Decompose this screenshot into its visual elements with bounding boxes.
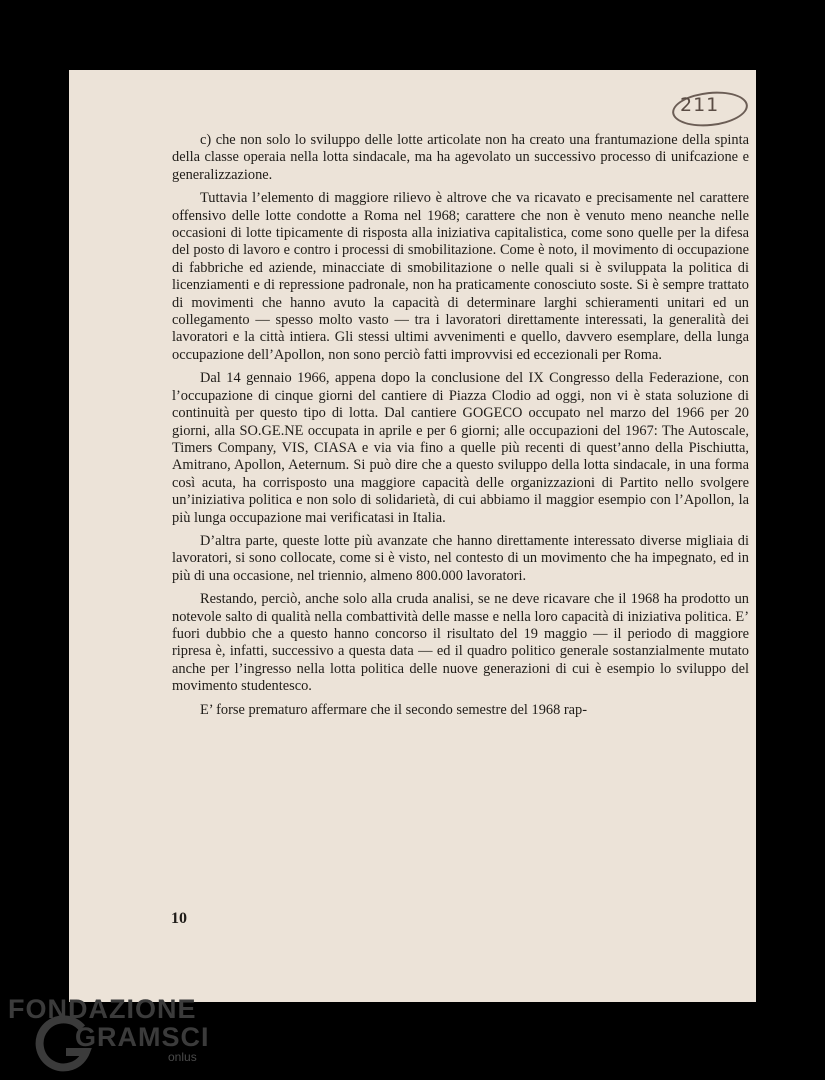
paragraph: D’altra parte, queste lotte più avanzate che hanno direttamente interessato diverse migliaia di lavoratori, si sono collocate, come si è visto, nel contesto di un movimento che ha impegnato, ed in più di una occasione, nel triennio, almeno 800.000 lavoratori.: [172, 532, 749, 584]
logo-text-gramsci: GRAMSCI: [75, 1022, 210, 1052]
body-text: [172, 132, 749, 725]
paragraph: Tuttavia l’elemento di maggiore rilievo è altrove che va ricavato e precisamente nel carattere offensivo delle lotte condotte a Roma nel 1968; carattere che non è venuto meno neanche nelle occasioni di lotte tipicamente di risposta alla iniziativa capitalistica, come sono quelle per la difesa del posto di lavoro e contro i processi di smobilitazione. Come è noto, il movimento di occupazione di fabbriche ed aziende, minacciate di smobilitazione o nelle quali si è sviluppata la politica di licenziamenti e di repressione padronale, non ha praticamente conosciuto soste. Si è sempre trattato di movimenti che hanno avuto la capacità di determinare larghi schieramenti unitari ed un collegamento — spesso molto vasto — tra i lavoratori direttamente interessati, la generalità dei lavoratori e la città intiera. Gli stessi ultimi avvenimenti e quello, davvero esemplare, della lunga occupazione dell’Apollon, non sono perciò fatti improvvisi ed eccezionali per Roma.: [172, 190, 749, 363]
paragraph: Dal 14 gennaio 1966, appena dopo la conclusione del IX Congresso della Federazione, con l’occupazione di cinque giorni del cantiere di Piazza Clodio ad oggi, non vi è stata soluzione di continuità per questo tipo di lotta. Dal cantiere GOGECO occupato nel marzo del 1966 per 20 giorni, alla SO.GE.NE occupata in aprile e per 6 giorni; alle occupazioni del 1967: The Autoscale, Timers Company, VIS, CIASA e via via fino a quelle più recenti di quest’anno della Pischiutta, Amitrano, Apollon, Aeternum. Si può dire che a questo sviluppo della lotta sindacale, in una forma così acuta, ha corrisposto una maggiore capacità delle organizzazioni di Partito nello svolgere un’iniziativa politica e non solo di solidarietà, di cui abbiamo il maggior esempio con l’Apollon, la più lunga occupazione mai verificatasi in Italia.: [172, 370, 749, 526]
logo-text-onlus: onlus: [168, 1050, 197, 1064]
archive-number: 211: [680, 94, 720, 116]
page-number: 10: [171, 910, 187, 927]
paragraph: Restando, perciò, anche solo alla cruda analisi, se ne deve ricavare che il 1968 ha prodotto un notevole salto di qualità nella combattività delle masse e nella loro capacità di iniziativa politica. E’ fuori dubbio che a questo hanno concorso il risultato del 19 maggio — il periodo di maggiore ripresa è, infatti, successivo a questa data — ed il quadro politico generale sostanzialmente mutato anche per l’ingresso nella lotta politica delle nuove generazioni di cui è esempio lo sviluppo del movimento studentesco.: [172, 591, 749, 695]
logo-text-fondazione: FONDAZIONE: [8, 994, 197, 1024]
paragraph: E’ forse prematuro affermare che il secondo semestre del 1968 rap-: [200, 701, 588, 718]
fondazione-gramsci-logo: [8, 994, 208, 1074]
document-page: [69, 70, 756, 1002]
paragraph: c) che non solo lo sviluppo delle lotte articolate non ha creato una frantumazione della spinta della classe operaia nella lotta sindacale, ma ha agevolato un successivo processo di unifcazione e generalizzazione.: [172, 132, 749, 183]
